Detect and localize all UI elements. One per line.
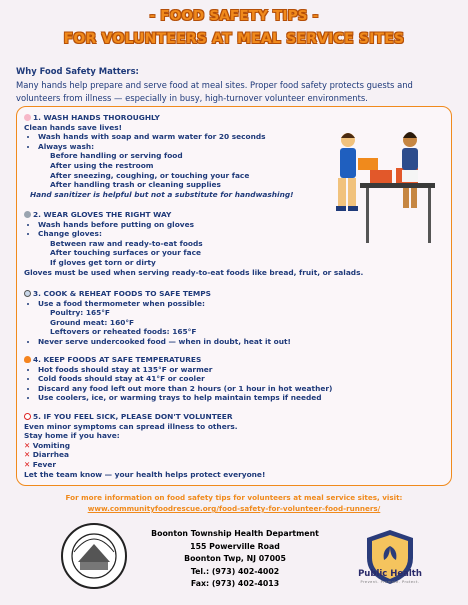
section-1-sub: Clean hands save lives! [24,122,123,132]
section-2-note: Gloves must be used when serving ready-to-eat foods like bread, fruit, or salads. [24,267,364,277]
public-health-tagline: Prevent. Promote. Protect. [360,580,420,584]
list-item: • Wash hands before putting on gloves [38,220,363,230]
intro-body: Many hands help prepare and serve food at meal sites. Proper food safety protects guests and volunteers from illness — especially in busy, high-turnover volunteer environments. [16,80,413,103]
cross-icon: ✕ [24,440,31,450]
list-item: After sneezing, coughing, or touching your face [50,170,250,180]
list-item: After handling trash or cleaning supplies [50,180,221,190]
section-4-heading: 4. KEEP FOODS AT SAFE TEMPERATURES [33,355,202,364]
cross-icon: ✕ [24,450,31,460]
list-item: Before handling or serving food [50,151,183,161]
section-keep-temps [24,355,332,403]
section-sick [24,412,265,479]
list-item: • Never serve undercooked food — when in doubt, heat it out! [38,337,291,347]
section-5-line2: Stay home if you have: [24,431,120,441]
section-gloves [24,210,363,277]
volunteers-illustration [330,128,440,248]
title-line-2: FOR VOLUNTEERS AT MEAL SERVICE SITES [63,31,405,47]
list-item: After using the restroom [50,160,154,170]
list-item: • Change gloves: [38,229,363,239]
public-health-logo [355,526,425,596]
list-item: Diarrhea [32,450,69,460]
list-item: • Hot foods should stay at 135°F or warmer [38,365,332,375]
prohibited-icon [24,413,31,420]
department-name: Boonton Township Health Department [151,529,319,538]
list-item: • Wash hands with soap and warm water for 20 seconds [38,132,294,142]
fire-icon [24,356,31,363]
list-item: Vomiting [32,440,71,450]
section-cook-temps [24,289,291,347]
list-item: • Always wash: [38,142,294,152]
intro-heading: Why Food Safety Matters: [16,66,139,76]
list-item: Fever [32,459,57,469]
list-item: Leftovers or reheated foods: 165°F [50,327,197,337]
section-1-heading: 1. WASH HANDS THOROUGHLY [33,113,160,122]
address-block [140,528,330,591]
list-item: • Use coolers, ice, or warming trays to help maintain temps if needed [38,393,332,403]
list-item: Ground meat: 160°F [50,317,135,327]
section-wash-hands [24,113,294,199]
phone-number: Tel.: (973) 402-4002 [190,566,280,576]
footer-url-link[interactable]: www.communityfoodrescue.org/food-safety-for-volunteer-food-runners/ [87,504,381,513]
cross-icon: ✕ [24,459,31,469]
list-item: • Discard any food left out more than 2 hours (or 1 hour in hot weather) [38,384,332,394]
section-2-heading: 2. WEAR GLOVES THE RIGHT WAY [33,210,172,219]
list-item: After touching surfaces or your face [50,248,202,258]
city-address: Boonton Twp, NJ 07005 [184,554,286,563]
section-5-heading: 5. IF YOU FEEL SICK, PLEASE DON'T VOLUNTEER [33,412,233,421]
footer-note: For more information on food safety tips for volunteers at meal service sites, visit: [65,493,403,502]
glove-icon [24,211,31,218]
list-item: Poultry: 165°F [50,308,110,318]
section-5-closing: Let the team know — your health helps protect everyone! [24,469,266,479]
public-health-label: Public Health [358,569,422,579]
list-item: Between raw and ready-to-eat foods [50,238,203,248]
title-line-1: - FOOD SAFETY TIPS - [149,8,319,24]
section-1-note: Hand sanitizer is helpful but not a substitute for handwashing! [30,189,294,199]
fax-number: Fax: (973) 402-4013 [190,579,280,588]
section-5-line1: Even minor symptoms can spread illness to others. [24,421,238,431]
section-3-heading: 3. COOK & REHEAT FOODS TO SAFE TEMPS [33,289,212,298]
soap-icon [24,114,31,121]
street-address: 155 Powerville Road [190,541,280,551]
list-item: If gloves get torn or dirty [50,257,156,267]
list-item: • Use a food thermometer when possible: [38,299,291,309]
list-item: • Cold foods should stay at 41°F or cooler [38,374,332,384]
township-seal-logo [60,522,128,590]
magnifier-icon [24,290,31,297]
